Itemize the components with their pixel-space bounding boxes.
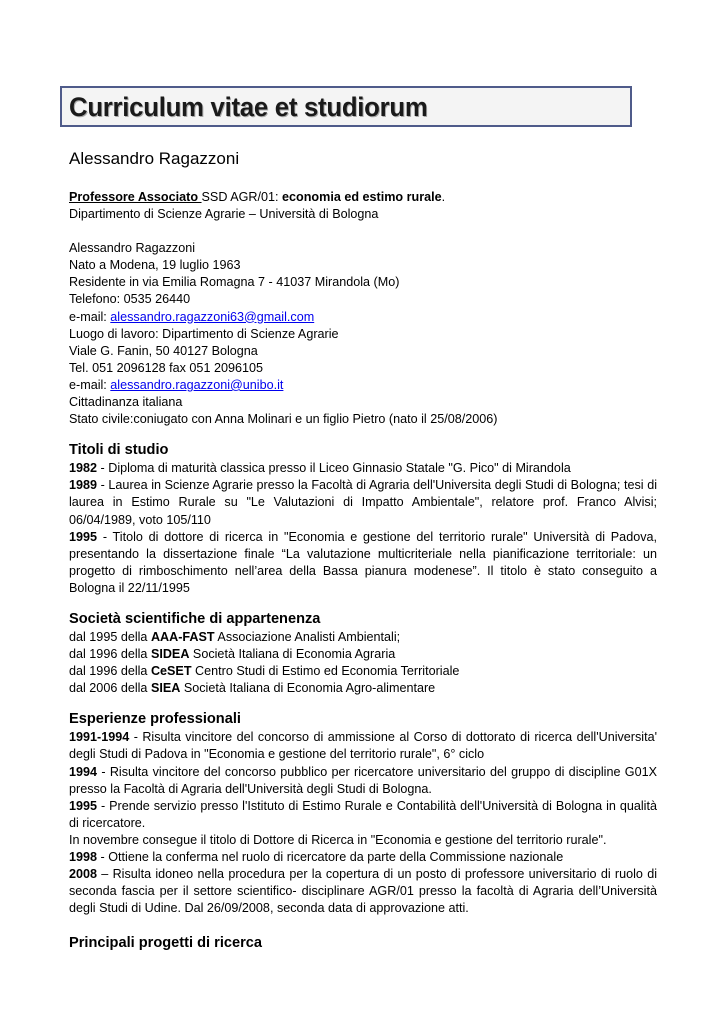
year: 2008 — [69, 867, 98, 882]
society-name: Centro Studi di Estimo ed Economia Territoriale — [191, 664, 460, 679]
society-name: Società Italiana di Economia Agraria — [189, 647, 396, 662]
field-end: . — [441, 190, 446, 204]
year: 1989 — [69, 478, 98, 493]
item-text: - Prende servizio presso l'Istituto di Estimo Rurale e Contabilità dell'Università di Bologna in qualità di ricercatore. — [69, 798, 657, 830]
citizenship: Cittadinanza italiana — [69, 395, 183, 410]
residence: Residente in via Emilia Romagna 7 - 41037 Mirandola (Mo) — [69, 275, 400, 290]
item-text: - Diploma di maturità classica presso il Liceo Ginnasio Statale "G. Pico" di Mirandola — [97, 461, 571, 476]
heading-titoli: Titoli di studio — [69, 442, 169, 459]
societa-item — [69, 680, 657, 697]
esperienze-item — [69, 832, 657, 849]
year: 1998 — [69, 850, 98, 864]
acronym: SIEA — [150, 681, 181, 696]
birth: Nato a Modena, 19 luglio 1963 — [69, 258, 241, 273]
email-work-line — [69, 377, 657, 394]
titoli-item — [69, 460, 657, 477]
esperienze-item — [69, 866, 657, 917]
esperienze-item — [69, 849, 657, 866]
email-personal-line — [69, 309, 657, 326]
societa-item — [69, 629, 657, 646]
cv-content — [69, 148, 657, 953]
item-text: - Risulta vincitore del concorso pubblico per ricercatore universitario del gruppo di discipline G01X presso la Facoltà di Agraria dell'Università degli Studi di Bologna. — [69, 764, 657, 796]
title-box — [60, 86, 632, 127]
cv-title: Curriculum vitae et studiorum — [69, 92, 428, 122]
acronym: AAA-FAST — [150, 629, 215, 644]
year: 1991-1994 — [69, 730, 130, 745]
acronym: CeSET — [150, 664, 192, 679]
role: Professore Associato — [69, 190, 202, 204]
society-name: Società Italiana di Economia Agro-alimentare — [180, 681, 436, 696]
prefix: dal 1996 della — [69, 664, 151, 679]
society-name: Associazione Analisti Ambientali; — [214, 629, 401, 644]
email-label: e-mail: — [69, 309, 111, 324]
heading-progetti: Principali progetti di ricerca — [69, 935, 263, 952]
personal-name: Alessandro Ragazzoni — [69, 241, 196, 256]
esperienze-item — [69, 764, 657, 798]
item-text: - Ottiene la conferma nel ruolo di ricercatore da parte della Commissione nazionale — [97, 850, 564, 864]
heading-esperienze: Esperienze professionali — [69, 711, 241, 728]
field: economia ed estimo rurale — [282, 190, 442, 204]
item-text: - Risulta vincitore del concorso di ammissione al Corso di dottorato di ricerca dell'Universita' degli Studi di Padova in "Economia e gestione del territorio rurale", 6° ciclo — [69, 730, 657, 762]
titoli-item — [69, 477, 657, 528]
department: Dipartimento di Scienze Agrarie – Università di Bologna — [69, 207, 379, 222]
work-place: Luogo di lavoro: Dipartimento di Scienze Agrarie — [69, 326, 339, 341]
year: 1982 — [69, 461, 98, 476]
prefix: dal 1995 della — [69, 629, 151, 644]
work-phone: Tel. 051 2096128 fax 051 2096105 — [69, 360, 263, 375]
person-name: Alessandro Ragazzoni — [69, 149, 240, 168]
item-text: In novembre consegue il titolo di Dottore di Ricerca in "Economia e gestione del territorio rurale". — [69, 832, 607, 847]
work-address: Viale G. Fanin, 50 40127 Bologna — [69, 343, 258, 358]
year: 1995 — [69, 798, 98, 813]
item-text: - Titolo di dottore di ricerca in "Economia e gestione del territorio rurale" Università di Padova, presentando la dissertazione finale “La valutazione multicriteriale nella pianificazione territoriale: un progetto di rimboschimento nell’area della Bassa pianura modenese”. Il titolo è stato conseguito a Bologna il 22/11/1995 — [69, 529, 657, 595]
year: 1994 — [69, 764, 98, 779]
prefix: dal 2006 della — [69, 681, 151, 696]
year: 1995 — [69, 529, 98, 544]
titoli-item — [69, 529, 657, 597]
esperienze-item — [69, 729, 657, 763]
position-line — [69, 189, 657, 206]
esperienze-item — [69, 798, 657, 832]
prefix: dal 1996 della — [69, 647, 151, 662]
phone: Telefono: 0535 26440 — [69, 292, 191, 307]
civil-status: Stato civile:coniugato con Anna Molinari e un figlio Pietro (nato il 25/08/2006) — [69, 412, 498, 427]
acronym: SIDEA — [150, 647, 190, 662]
email-personal-link[interactable]: alessandro.ragazzoni63@gmail.com — [110, 309, 315, 324]
email-label: e-mail: — [69, 377, 111, 392]
item-text: – Risulta idoneo nella procedura per la copertura di un posto di professore universitario di ruolo di seconda fascia per il settore scientifico- disciplinare AGR/01 presso la facoltà di Agraria dell’Università degli Studi di Udine. Dal 26/09/2008, seconda data di approvazione atti. — [69, 867, 657, 916]
item-text: - Laurea in Scienze Agrarie presso la Facoltà di Agraria dell'Universita degli Studi di Bologna; tesi di laurea in Estimo Rurale su "Le Valutazioni di Impatto Ambientale", relatore prof. Franco Alvisi; 06/04/1989, voto 105/110 — [69, 478, 657, 527]
email-work-link[interactable]: alessandro.ragazzoni@unibo.it — [110, 377, 284, 392]
heading-societa: Società scientifiche di appartenenza — [69, 610, 321, 627]
societa-item — [69, 663, 657, 680]
societa-item — [69, 646, 657, 663]
ssd: SSD AGR/01: — [201, 190, 283, 204]
